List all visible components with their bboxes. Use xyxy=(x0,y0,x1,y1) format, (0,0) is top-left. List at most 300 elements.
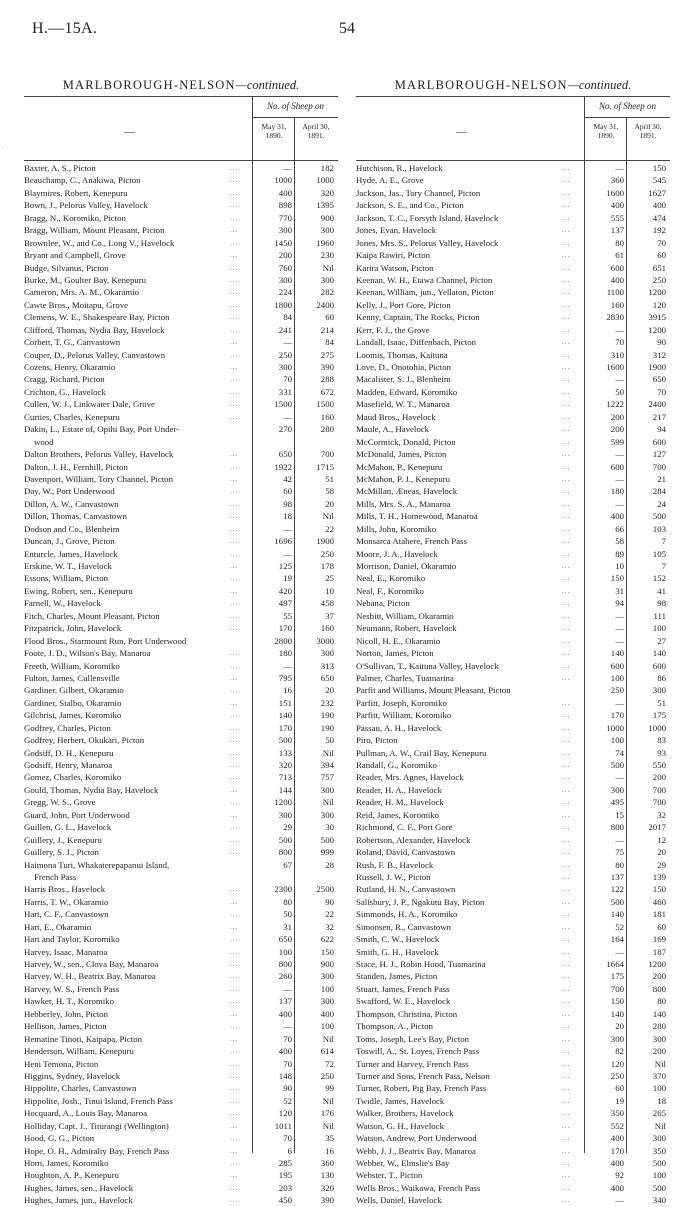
sheep-1890-cell: 98 xyxy=(283,498,292,509)
table-row xyxy=(356,759,670,771)
leader-dots: ... xyxy=(230,922,239,931)
sheep-1891-cell: 1200 xyxy=(648,287,666,298)
leader-dots: ... xyxy=(562,649,571,658)
owner-name-cell: Baxter, A. S., Picton xyxy=(24,163,96,173)
sheep-1890-cell: 250 xyxy=(278,349,292,360)
sheep-1891-cell: 1000 xyxy=(648,722,666,733)
sheep-1891-cell: 32 xyxy=(657,809,666,820)
sheep-1890-cell: 31 xyxy=(615,585,624,596)
leader-dots: ... xyxy=(562,1146,571,1155)
leader-dots: ... xyxy=(230,835,239,844)
sheep-1891-cell: 300 xyxy=(320,809,334,820)
table-row xyxy=(24,411,338,423)
sheep-1890-cell: 2800 xyxy=(274,635,292,646)
sheep-1890-cell: 31 xyxy=(283,921,292,932)
owner-name-cell: Godfrey, Charles, Picton xyxy=(24,722,111,733)
sheep-1891-cell: 350 xyxy=(652,1145,666,1156)
table-row xyxy=(356,995,670,1007)
leader-dots: ... xyxy=(230,474,239,483)
leader-dots: ... xyxy=(562,524,571,533)
table-row xyxy=(356,311,670,323)
sheep-1891-cell: 20 xyxy=(325,498,334,509)
leader-dots: ... xyxy=(230,375,239,384)
owner-name-cell: Piro, Picton xyxy=(356,735,398,746)
table-row xyxy=(24,199,338,211)
leader-dots: ... xyxy=(562,450,571,459)
sheep-1891-cell: 25 xyxy=(325,573,334,584)
sheep-1890-cell: 200 xyxy=(610,424,624,435)
sheep-1890-cell: 140 xyxy=(610,648,624,659)
sheep-1891-cell: Nil xyxy=(322,511,334,522)
sheep-1890-cell: 19 xyxy=(283,573,292,584)
leader-dots: ... xyxy=(230,1009,239,1018)
left-title-suffix: —continued. xyxy=(235,78,300,92)
sheep-1890-cell: 140 xyxy=(610,909,624,920)
owner-name-cell: Keenan, William, jun., Yellaton, Picton xyxy=(356,287,494,298)
sheep-1891-cell: 1500 xyxy=(316,399,334,410)
sheep-1890-cell: 200 xyxy=(278,250,292,261)
table-row xyxy=(24,1070,338,1082)
owner-name-cell: Henderson, William, Kenepuru xyxy=(24,1046,134,1057)
table-row xyxy=(356,734,670,746)
sheep-1891-cell: 500 xyxy=(652,1158,666,1168)
table-row xyxy=(356,436,670,448)
sheep-1890-cell: — xyxy=(615,635,624,646)
sheep-1890-cell: 1000 xyxy=(274,175,292,186)
owner-name-cell: Norton, James, Picton xyxy=(356,648,434,659)
sheep-1890-cell: 125 xyxy=(278,561,292,571)
table-row xyxy=(356,373,670,385)
sheep-1891-cell: 284 xyxy=(652,486,666,497)
leader-dots: ... xyxy=(562,474,571,483)
leader-dots: ... xyxy=(562,462,571,471)
table-row xyxy=(356,610,670,622)
table-row xyxy=(356,1169,670,1181)
sheep-1891-cell: 28 xyxy=(325,859,334,870)
leader-dots: ... xyxy=(562,512,571,521)
sheep-1891-cell: 29 xyxy=(657,859,666,870)
sheep-1891-cell: 600 xyxy=(652,436,666,447)
owner-name-cell: Madden, Edward, Koromiko xyxy=(356,386,458,397)
leader-dots: ... xyxy=(230,848,239,857)
name-column-header: — xyxy=(456,126,467,138)
owner-name-cell: Hocquard, A., Louis Bay, Manaroa xyxy=(24,1108,148,1119)
leader-dots: ... xyxy=(562,984,571,993)
owner-name-cell: McDonald, James, Picton xyxy=(356,449,447,460)
leader-dots: ... xyxy=(562,325,571,334)
table-row xyxy=(24,560,338,572)
owner-name-cell: Passau, A. H., Havelock xyxy=(356,722,442,733)
sheep-1891-cell: 190 xyxy=(320,710,334,721)
sheep-1891-cell: 300 xyxy=(652,1033,666,1044)
sheep-1890-cell: 713 xyxy=(278,772,292,783)
owner-name-cell: Gomez, Charles, Koromiko xyxy=(24,772,122,783)
sheep-1890-cell: 84 xyxy=(283,312,292,323)
leader-dots: ... xyxy=(562,213,571,222)
table-row xyxy=(24,883,338,895)
leader-dots: ... xyxy=(562,611,571,620)
leader-dots: ... xyxy=(562,947,571,956)
sheep-1891-cell: Nil xyxy=(654,1058,666,1069)
owner-name-cell: Standen, James, Picton xyxy=(356,971,438,982)
sheep-1891-cell: 230 xyxy=(320,250,334,261)
table-row xyxy=(24,846,338,858)
sheep-1890-cell: 300 xyxy=(278,274,292,285)
sheep-1891-cell: 140 xyxy=(652,1008,666,1019)
sheep-1891-cell: 500 xyxy=(320,834,334,845)
sheep-1890-cell: 175 xyxy=(610,971,624,982)
sheep-1890-cell: 70 xyxy=(283,374,292,385)
sheep-1890-cell: 1450 xyxy=(274,237,292,248)
leader-dots: ... xyxy=(230,1121,239,1130)
sheep-1891-cell: 150 xyxy=(652,163,666,173)
sheep-1890-cell: — xyxy=(615,610,624,621)
sheep-1891-cell: 200 xyxy=(652,971,666,982)
table-row xyxy=(356,212,670,224)
sheep-1890-cell: 555 xyxy=(610,212,624,223)
leader-dots: ... xyxy=(230,251,239,260)
leader-dots: ... xyxy=(562,661,571,670)
leader-dots: ... xyxy=(230,1109,239,1118)
owner-name-cell: Hematine Tinoti, Kaipapa, Picton xyxy=(24,1033,143,1044)
table-row xyxy=(24,436,338,448)
table-row xyxy=(356,983,670,995)
header-rule xyxy=(252,117,338,118)
owner-name-cell: Hughes, James, jun., Havelock xyxy=(24,1195,133,1206)
sheep-1891-cell: 150 xyxy=(320,946,334,957)
sheep-1891-cell: 312 xyxy=(652,349,666,360)
owner-name-cell: Neumann, Robert, Havelock xyxy=(356,623,457,634)
leader-dots: ... xyxy=(562,823,571,832)
owner-name-cell: Mills, T. H., Homewood, Manaroa xyxy=(356,511,478,522)
owner-name-cell: Dalton Brothers, Pelorus Valley, Havelock xyxy=(24,449,174,460)
owner-name-cell: Godsiff, Henry, Manaroa xyxy=(24,760,113,770)
sheep-1891-cell: 390 xyxy=(320,1195,334,1206)
sheep-1890-cell: 137 xyxy=(610,871,624,882)
owner-name-cell: Godsiff, D. H., Kenepuru xyxy=(24,747,114,758)
owner-name-cell: Neal, E., Koromiko xyxy=(356,573,426,584)
owner-name-cell: Jones, Mrs. S., Pelorus Valley, Havelock xyxy=(356,237,499,248)
sheep-1891-cell: 72 xyxy=(325,1058,334,1069)
leader-dots: ... xyxy=(230,1096,239,1105)
sheep-1891-cell: 545 xyxy=(652,175,666,186)
leader-dots: ... xyxy=(562,1034,571,1043)
sheep-1891-cell: 83 xyxy=(657,735,666,746)
sheep-1891-cell: 160 xyxy=(320,411,334,422)
sheep-1891-cell: 152 xyxy=(652,573,666,584)
table-row xyxy=(356,970,670,982)
sheep-1890-cell: 180 xyxy=(278,648,292,659)
table-row xyxy=(24,635,338,647)
table-row xyxy=(356,834,670,846)
table-row xyxy=(356,535,670,547)
sheep-1891-cell: 394 xyxy=(320,760,334,770)
sheep-1891-cell: 7 xyxy=(661,561,666,571)
sheep-1891-cell: 176 xyxy=(320,1108,334,1119)
owner-name-cell: Parfit and Williams, Mount Pleasant, Picton xyxy=(356,685,511,696)
table-row xyxy=(356,921,670,933)
sheep-1891-cell: 300 xyxy=(652,1133,666,1144)
table-row xyxy=(356,1058,670,1070)
leader-dots: ... xyxy=(562,537,571,546)
sheep-1890-cell: 50 xyxy=(615,386,624,397)
sheep-1890-cell: 20 xyxy=(615,1021,624,1032)
sheep-1890-cell: 100 xyxy=(610,735,624,746)
table-row xyxy=(356,1095,670,1107)
sheep-1891-cell: 90 xyxy=(325,896,334,907)
table-row xyxy=(356,224,670,236)
owner-name-cell: French Pass xyxy=(34,871,77,882)
table-row xyxy=(356,286,670,298)
leader-dots: ... xyxy=(230,960,239,968)
page-reference: H.—15A. xyxy=(32,20,98,37)
sheep-1890-cell: 224 xyxy=(278,287,292,298)
owner-name-cell: Hope, O. H., Admiralty Bay, French Pass xyxy=(24,1145,170,1156)
sheep-1890-cell: — xyxy=(615,834,624,845)
owner-name-cell: Dillon, Thomas, Canvastown xyxy=(24,511,127,522)
table-row xyxy=(356,771,670,783)
sheep-1890-cell: 300 xyxy=(278,809,292,820)
table-row xyxy=(356,946,670,958)
sheep-1891-cell: 120 xyxy=(652,299,666,310)
sheep-1891-cell: 700 xyxy=(652,461,666,472)
sheep-1891-cell: 22 xyxy=(325,523,334,534)
table-row xyxy=(24,672,338,684)
table-row xyxy=(356,784,670,796)
table-row xyxy=(24,1008,338,1020)
sheep-1891-cell: 458 xyxy=(320,598,334,609)
table-row xyxy=(24,224,338,236)
sheep-1891-cell: 100 xyxy=(320,1021,334,1032)
sheep-1891-cell: 700 xyxy=(320,449,334,460)
sheep-1891-cell: 265 xyxy=(652,1108,666,1119)
owner-name-cell: Kelly, J., Port Gore, Picton xyxy=(356,299,451,310)
leader-dots: ... xyxy=(562,1196,571,1205)
sheep-count-group-header: No. of Sheep on xyxy=(267,101,324,111)
owner-name-cell: Cawte Bros., Moitapu, Grove xyxy=(24,299,129,310)
owner-name-cell: Essons, William, Picton xyxy=(24,573,109,584)
table-row xyxy=(24,871,338,883)
sheep-1891-cell: 18 xyxy=(657,1095,666,1106)
sheep-1891-cell: 100 xyxy=(652,1083,666,1094)
sheep-1890-cell: 500 xyxy=(610,760,624,770)
sheep-1891-cell: 169 xyxy=(652,934,666,945)
sheep-1890-cell: 800 xyxy=(278,959,292,969)
table-row xyxy=(356,274,670,286)
sheep-1890-cell: 122 xyxy=(610,884,624,895)
owner-name-cell: Corbett, T. G., Canvastown xyxy=(24,337,121,348)
owner-name-cell: Smith, G. H., Havelock xyxy=(356,946,439,957)
sheep-1890-cell: 75 xyxy=(615,847,624,858)
table-row xyxy=(356,361,670,373)
sheep-1891-cell: 360 xyxy=(320,1158,334,1168)
leader-dots: ... xyxy=(562,773,571,782)
sheep-1890-cell: 94 xyxy=(615,598,624,609)
leader-dots: ... xyxy=(562,1171,571,1180)
sheep-1890-cell: — xyxy=(283,163,292,173)
sheep-1890-cell: 80 xyxy=(615,237,624,248)
table-row xyxy=(356,510,670,522)
leader-dots: ... xyxy=(562,1183,571,1192)
owner-name-cell: Pullman, A. W., Crail Bay, Kenepuru xyxy=(356,747,487,758)
sheep-1891-cell: 111 xyxy=(653,610,666,621)
leader-dots: ... xyxy=(230,400,239,409)
owner-name-cell: Webber, W., Elmslie's Bay xyxy=(356,1158,450,1168)
table-row xyxy=(356,411,670,423)
sheep-1890-cell: 150 xyxy=(610,573,624,584)
sheep-1891-cell: 2400 xyxy=(316,299,334,310)
owner-name-cell: Brownlee, W., and Co., Long V., Havelock xyxy=(24,237,175,248)
sheep-1890-cell: 1664 xyxy=(606,959,624,969)
sheep-1891-cell: 900 xyxy=(320,959,334,969)
sheep-1891-cell: 181 xyxy=(652,909,666,920)
owner-name-cell: Clemens, W. E., Shakespeare Bay, Picton xyxy=(24,312,170,323)
table-row xyxy=(24,485,338,497)
owner-name-cell: Budge, Silvanus, Picton xyxy=(24,262,109,273)
sheep-1891-cell: 280 xyxy=(320,424,334,435)
owner-name-cell: Curties, Charles, Kenepuru xyxy=(24,411,120,422)
sheep-1890-cell: 1800 xyxy=(274,299,292,310)
owner-name-cell: Hyde, A. E., Grove xyxy=(356,175,424,186)
owner-name-cell: Cragg, Richard, Picton xyxy=(24,374,105,385)
leader-dots: ... xyxy=(562,238,571,247)
owner-name-cell: Cameron, Mrs. A. M., Okaramio xyxy=(24,287,140,298)
sheep-1891-cell: 3000 xyxy=(316,635,334,646)
owner-name-cell: Thompson, A., Picton xyxy=(356,1021,433,1032)
owner-name-cell: Wells, Daniel, Havelock xyxy=(356,1195,442,1206)
leader-dots: ... xyxy=(562,872,571,881)
sheep-1891-cell: 900 xyxy=(320,212,334,223)
table-row xyxy=(356,859,670,871)
table-row xyxy=(356,249,670,261)
leader-dots: ... xyxy=(230,673,239,682)
table-row xyxy=(356,672,670,684)
sheep-1891-cell: 100 xyxy=(652,1170,666,1181)
owner-name-cell: Dalton, J. H., Fernhill, Picton xyxy=(24,461,128,472)
table-row xyxy=(356,1182,670,1194)
leader-dots: ... xyxy=(230,649,239,658)
owner-name-cell: Russell, J. W., Picton xyxy=(356,871,431,882)
leader-dots: ... xyxy=(562,885,571,894)
owner-name-cell: Swafford, W. E., Havelock xyxy=(356,996,451,1007)
table-row xyxy=(356,336,670,348)
owner-name-cell: Hippolite, Charles, Canvastown xyxy=(24,1083,137,1094)
owner-name-cell: Dillon, A. W., Canvastown xyxy=(24,498,119,509)
table-row xyxy=(356,1033,670,1045)
owner-name-cell: Jackson, T. C., Forsyth Island, Havelock xyxy=(356,212,499,223)
sheep-1890-cell: 137 xyxy=(610,225,624,236)
owner-name-cell: Hippolite, Josh., Tinui Island, French Pass xyxy=(24,1095,173,1106)
owner-name-cell: Gardiner, Stalbo, Okaramio xyxy=(24,697,122,708)
table-row xyxy=(24,349,338,361)
right-table-header xyxy=(356,96,670,161)
sheep-1890-cell: 770 xyxy=(278,212,292,223)
leader-dots: ... xyxy=(230,910,239,919)
table-row xyxy=(24,983,338,995)
table-row xyxy=(356,684,670,696)
sheep-1891-cell: 160 xyxy=(320,623,334,634)
leader-dots: ... xyxy=(230,1146,239,1155)
sheep-1891-cell: 27 xyxy=(657,635,666,646)
leader-dots: ... xyxy=(230,711,239,720)
table-row xyxy=(24,597,338,609)
sheep-1891-cell: 80 xyxy=(657,996,666,1007)
sheep-1890-cell: 60 xyxy=(615,1083,624,1094)
table-row xyxy=(356,871,670,883)
sheep-1891-cell: 175 xyxy=(652,710,666,721)
owner-name-cell: Guillen, G. L., Havelock xyxy=(24,822,112,833)
sheep-1891-cell: 1960 xyxy=(316,237,334,248)
table-row xyxy=(24,572,338,584)
left-table-body xyxy=(24,162,338,1207)
sheep-1891-cell: 1715 xyxy=(316,461,334,472)
sheep-1890-cell: 320 xyxy=(278,760,292,770)
leader-dots: ... xyxy=(562,288,571,297)
leader-dots: ... xyxy=(562,1047,571,1056)
sheep-1891-cell: 51 xyxy=(325,473,334,484)
table-row xyxy=(24,896,338,908)
leader-dots: ... xyxy=(230,947,239,956)
table-row xyxy=(24,535,338,547)
name-column-header: — xyxy=(124,126,135,138)
sheep-1891-cell: 10 xyxy=(325,585,334,596)
sheep-1890-cell: 400 xyxy=(610,511,624,522)
sheep-1891-cell: 1000 xyxy=(316,175,334,186)
leader-dots: ... xyxy=(562,1159,571,1167)
left-column xyxy=(24,78,338,1206)
table-row xyxy=(24,1157,338,1169)
sheep-count-group-header: No. of Sheep on xyxy=(599,101,656,111)
table-row xyxy=(356,485,670,497)
sheep-1890-cell: 29 xyxy=(283,822,292,833)
sheep-1890-cell: 600 xyxy=(610,461,624,472)
sheep-1891-cell: 24 xyxy=(657,498,666,509)
sheep-1890-cell: 160 xyxy=(610,299,624,310)
owner-name-cell: Karira Watson, Picton xyxy=(356,262,434,273)
leader-dots: ... xyxy=(230,176,239,185)
owner-name-cell: Fitch, Charles, Mount Pleasant, Picton xyxy=(24,610,160,621)
leader-dots: ... xyxy=(562,263,571,272)
sheep-1891-cell: 100 xyxy=(320,983,334,994)
sheep-1890-cell: — xyxy=(283,983,292,994)
table-row xyxy=(356,933,670,945)
table-row xyxy=(356,1020,670,1032)
owner-name-cell: Simmonds, H. A., Koromiko xyxy=(356,909,458,920)
owner-name-cell: Hood, G. G., Picton xyxy=(24,1133,95,1144)
table-row xyxy=(356,622,670,634)
owner-name-cell: Day, W., Port Underwood xyxy=(24,486,115,497)
sheep-1890-cell: 1222 xyxy=(606,399,624,410)
table-row xyxy=(356,709,670,721)
table-row xyxy=(24,995,338,1007)
sheep-1891-cell: 214 xyxy=(320,324,334,335)
sheep-1890-cell: 58 xyxy=(615,536,624,547)
sheep-1891-cell: 1900 xyxy=(316,536,334,547)
sheep-1890-cell: 90 xyxy=(283,1083,292,1094)
sheep-1890-cell: 500 xyxy=(610,896,624,907)
sheep-1891-cell: 130 xyxy=(320,1170,334,1181)
table-row xyxy=(356,1008,670,1020)
sheep-1890-cell: 137 xyxy=(278,996,292,1007)
leader-dots: ... xyxy=(230,462,239,471)
sheep-1890-cell: 497 xyxy=(278,598,292,609)
sheep-1890-cell: — xyxy=(615,772,624,783)
leader-dots: ... xyxy=(562,935,571,944)
leader-dots: ... xyxy=(562,599,571,608)
leader-dots: ... xyxy=(562,1059,571,1068)
sheep-1891-cell: 139 xyxy=(652,871,666,882)
leader-dots: ... xyxy=(562,275,571,284)
